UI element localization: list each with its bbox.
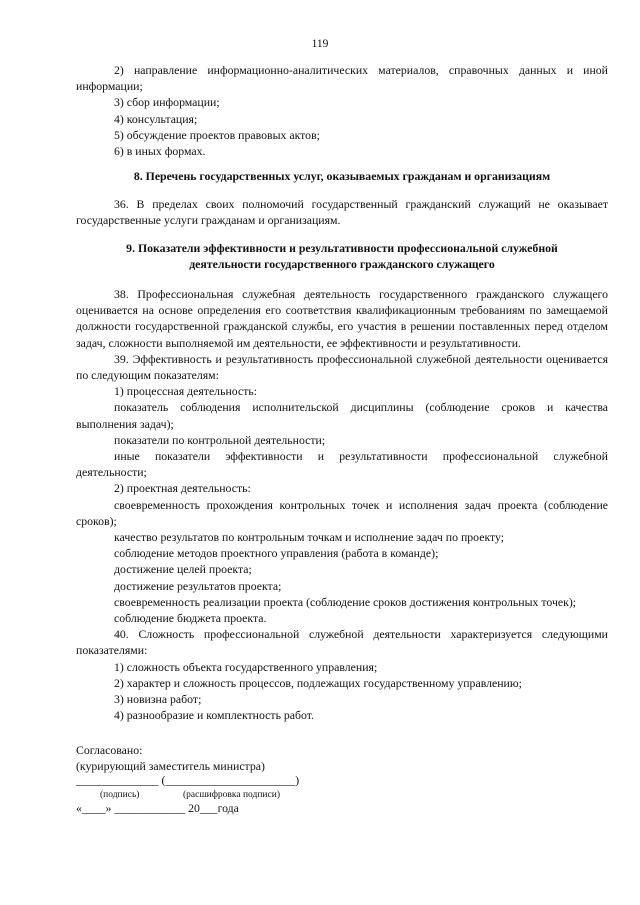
list-continuation xyxy=(76,62,608,159)
agreed-label: Согласовано: xyxy=(76,743,143,757)
list-item: своевременность реализации проекта (соблюдение сроков достижения контрольных точек); xyxy=(114,594,577,609)
section-8-body xyxy=(76,196,608,228)
signature-caption: (подпись) xyxy=(100,790,140,800)
paragraph-39: 39. Эффективность и результативность профессиональной служебной деятельности оценивается по следующим показателям: xyxy=(76,351,608,383)
list-item: 2) характер и сложность процессов, подлежащих государственному управлению; xyxy=(114,675,522,690)
list-item: показатель соблюдения исполнительской дисциплины (соблюдение сроков и качества выполнения задач); xyxy=(76,400,608,431)
list-item: 2) проектная деятельность: xyxy=(114,481,251,496)
list-item: 1) процессная деятельность: xyxy=(114,384,258,399)
signer-role: (курирующий заместитель министра) xyxy=(76,759,265,773)
list-item: соблюдение методов проектного управления (работа в команде); xyxy=(114,546,439,561)
list-item: качество результатов по контрольным точкам и исполнение задач по проекту; xyxy=(114,530,505,545)
signature-line: ______________ (______________________) xyxy=(76,773,300,787)
list-item: 1) сложность объекта государственного управления; xyxy=(114,659,378,674)
list-item: соблюдение бюджета проекта. xyxy=(114,611,267,626)
list-item: 2) направление информационно-аналитических материалов, справочных данных и иной информации; xyxy=(76,63,608,94)
section-8 xyxy=(76,168,608,184)
section-9-body xyxy=(76,286,608,723)
list-item: показатели по контрольной деятельности; xyxy=(114,432,326,447)
decode-caption: (расшифровка подписи) xyxy=(183,790,280,800)
section-heading: деятельности государственного гражданского служащего xyxy=(189,257,495,272)
list-item: 3) сбор информации; xyxy=(114,95,220,110)
section-heading: 9. Показатели эффективности и результативности профессиональной служебной xyxy=(126,241,558,255)
date-line: «____» ____________ 20___года xyxy=(76,801,239,815)
list-item: 5) обсуждение проектов правовых актов; xyxy=(114,127,320,142)
section-heading: 8. Перечень государственных услуг, оказываемых гражданам и организациям xyxy=(133,169,551,183)
list-item: своевременность прохождения контрольных точек и исполнения задач проекта (соблюдение сроков); xyxy=(76,497,608,528)
section-9-heading xyxy=(76,240,608,272)
list-item: 3) новизна работ; xyxy=(114,692,202,707)
list-item: 4) разнообразие и комплектность работ. xyxy=(114,708,314,723)
paragraph-40: 40. Сложность профессиональной служебной деятельности характеризуется следующими показателями: xyxy=(76,627,608,658)
list-item: 6) в иных формах. xyxy=(114,144,206,159)
paragraph-36: 36. В пределах своих полномочий государственный гражданский служащий не оказывает государственные услуги гражданам и организациям. xyxy=(76,197,608,228)
list-item: достижение целей проекта; xyxy=(114,562,252,577)
page-number: 119 xyxy=(311,38,329,50)
list-item: иные показатели эффективности и результативности профессиональной служебной деятельности; xyxy=(76,449,608,480)
list-item: 4) консультация; xyxy=(114,111,198,126)
list-item: достижение результатов проекта; xyxy=(114,578,282,593)
paragraph-38: 38. Профессиональная служебная деятельность государственного гражданского служащего оценивается на основе определения его соответствия квалификационным требованиям по замещаемой должности государственной гражданской службы, его участия в решении поставленных перед отделом задач, сложности выполняемой им деятельности, ее эффективности и результативности. xyxy=(76,287,608,350)
